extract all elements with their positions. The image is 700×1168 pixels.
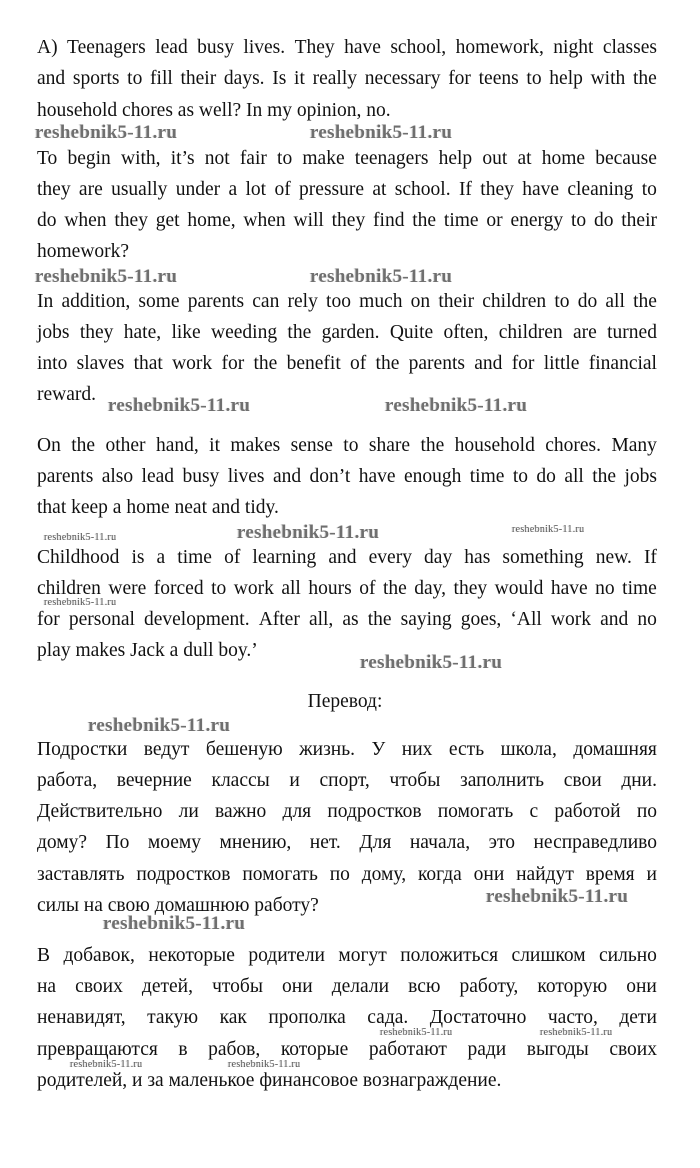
text-line: and sports to fill their days. Is it really necessary for teens to help with the [37, 68, 657, 89]
watermark: reshebnik5-11.ru [70, 1059, 143, 1070]
text-line: On the other hand, it makes sense to share the household chores. Many [37, 435, 657, 456]
translation-heading: Перевод: [307, 691, 383, 712]
watermark: reshebnik5-11.ru [103, 913, 246, 934]
watermark: reshebnik5-11.ru [44, 597, 117, 608]
watermark: reshebnik5-11.ru [540, 1027, 613, 1038]
text-line: ненавидят, такую как прополка сада. Достаточно часто, дети [37, 1007, 657, 1028]
text-line: parents also lead busy lives and don’t have enough time to do all the jobs [37, 466, 657, 487]
text-line: reward. [37, 384, 97, 405]
text-line: household chores as well? In my opinion, no. [37, 100, 391, 121]
text-line: In addition, some parents can rely too much on their children to do all the [37, 291, 657, 312]
watermark: reshebnik5-11.ru [88, 715, 231, 736]
text-line: Действительно ли важно для подростков помогать с работой по [37, 801, 657, 822]
text-line: children were forced to work all hours of the day, they would have no time [37, 578, 657, 599]
watermark: reshebnik5-11.ru [380, 1027, 453, 1038]
text-line: дому? По моему мнению, нет. Для начала, это несправедливо [37, 832, 657, 853]
watermark: reshebnik5-11.ru [237, 522, 380, 543]
watermark: reshebnik5-11.ru [310, 122, 453, 143]
text-line: jobs they hate, like weeding the garden. Quite often, children are turned [37, 322, 657, 343]
text-line: на своих детей, чтобы они делали всю работу, которую они [37, 976, 657, 997]
text-line: for personal development. After all, as the saying goes, ‘All work and no [37, 609, 657, 630]
text-line: Подростки ведут бешеную жизнь. У них есть школа, домашняя [37, 739, 657, 760]
watermark: reshebnik5-11.ru [35, 122, 178, 143]
watermark: reshebnik5-11.ru [310, 266, 453, 287]
text-line: that keep a home neat and tidy. [37, 497, 279, 518]
text-line: homework? [37, 241, 130, 262]
watermark: reshebnik5-11.ru [35, 266, 178, 287]
watermark: reshebnik5-11.ru [108, 395, 251, 416]
watermark: reshebnik5-11.ru [360, 652, 503, 673]
text-line: заставлять подростков помогать по дому, когда они найдут время и [37, 864, 657, 885]
text-line: родителей, и за маленькое финансовое вознаграждение. [37, 1070, 502, 1091]
text-line: Childhood is a time of learning and every day has something new. If [37, 547, 657, 568]
text-line: do when they get home, when will they find the time or energy to do their [37, 210, 657, 231]
text-line: To begin with, it’s not fair to make teenagers help out at home because [37, 148, 657, 169]
watermark: reshebnik5-11.ru [44, 532, 117, 543]
text-line: В добавок, некоторые родители могут положиться слишком сильно [37, 945, 657, 966]
text-line: силы на свою домашнюю работу? [37, 895, 319, 916]
watermark: reshebnik5-11.ru [385, 395, 528, 416]
watermark: reshebnik5-11.ru [228, 1059, 301, 1070]
text-line: into slaves that work for the benefit of the parents and for little financial [37, 353, 657, 374]
text-line: play makes Jack a dull boy.’ [37, 640, 258, 661]
text-line: they are usually under a lot of pressure at school. If they have cleaning to [37, 179, 657, 200]
text-line: превращаются в рабов, которые работают ради выгоды своих [37, 1039, 657, 1060]
watermark: reshebnik5-11.ru [486, 886, 629, 907]
watermark: reshebnik5-11.ru [512, 524, 585, 535]
text-line: работа, вечерние классы и спорт, чтобы заполнить свои дни. [37, 770, 657, 791]
text-line: A) Teenagers lead busy lives. They have school, homework, night classes [37, 37, 657, 58]
